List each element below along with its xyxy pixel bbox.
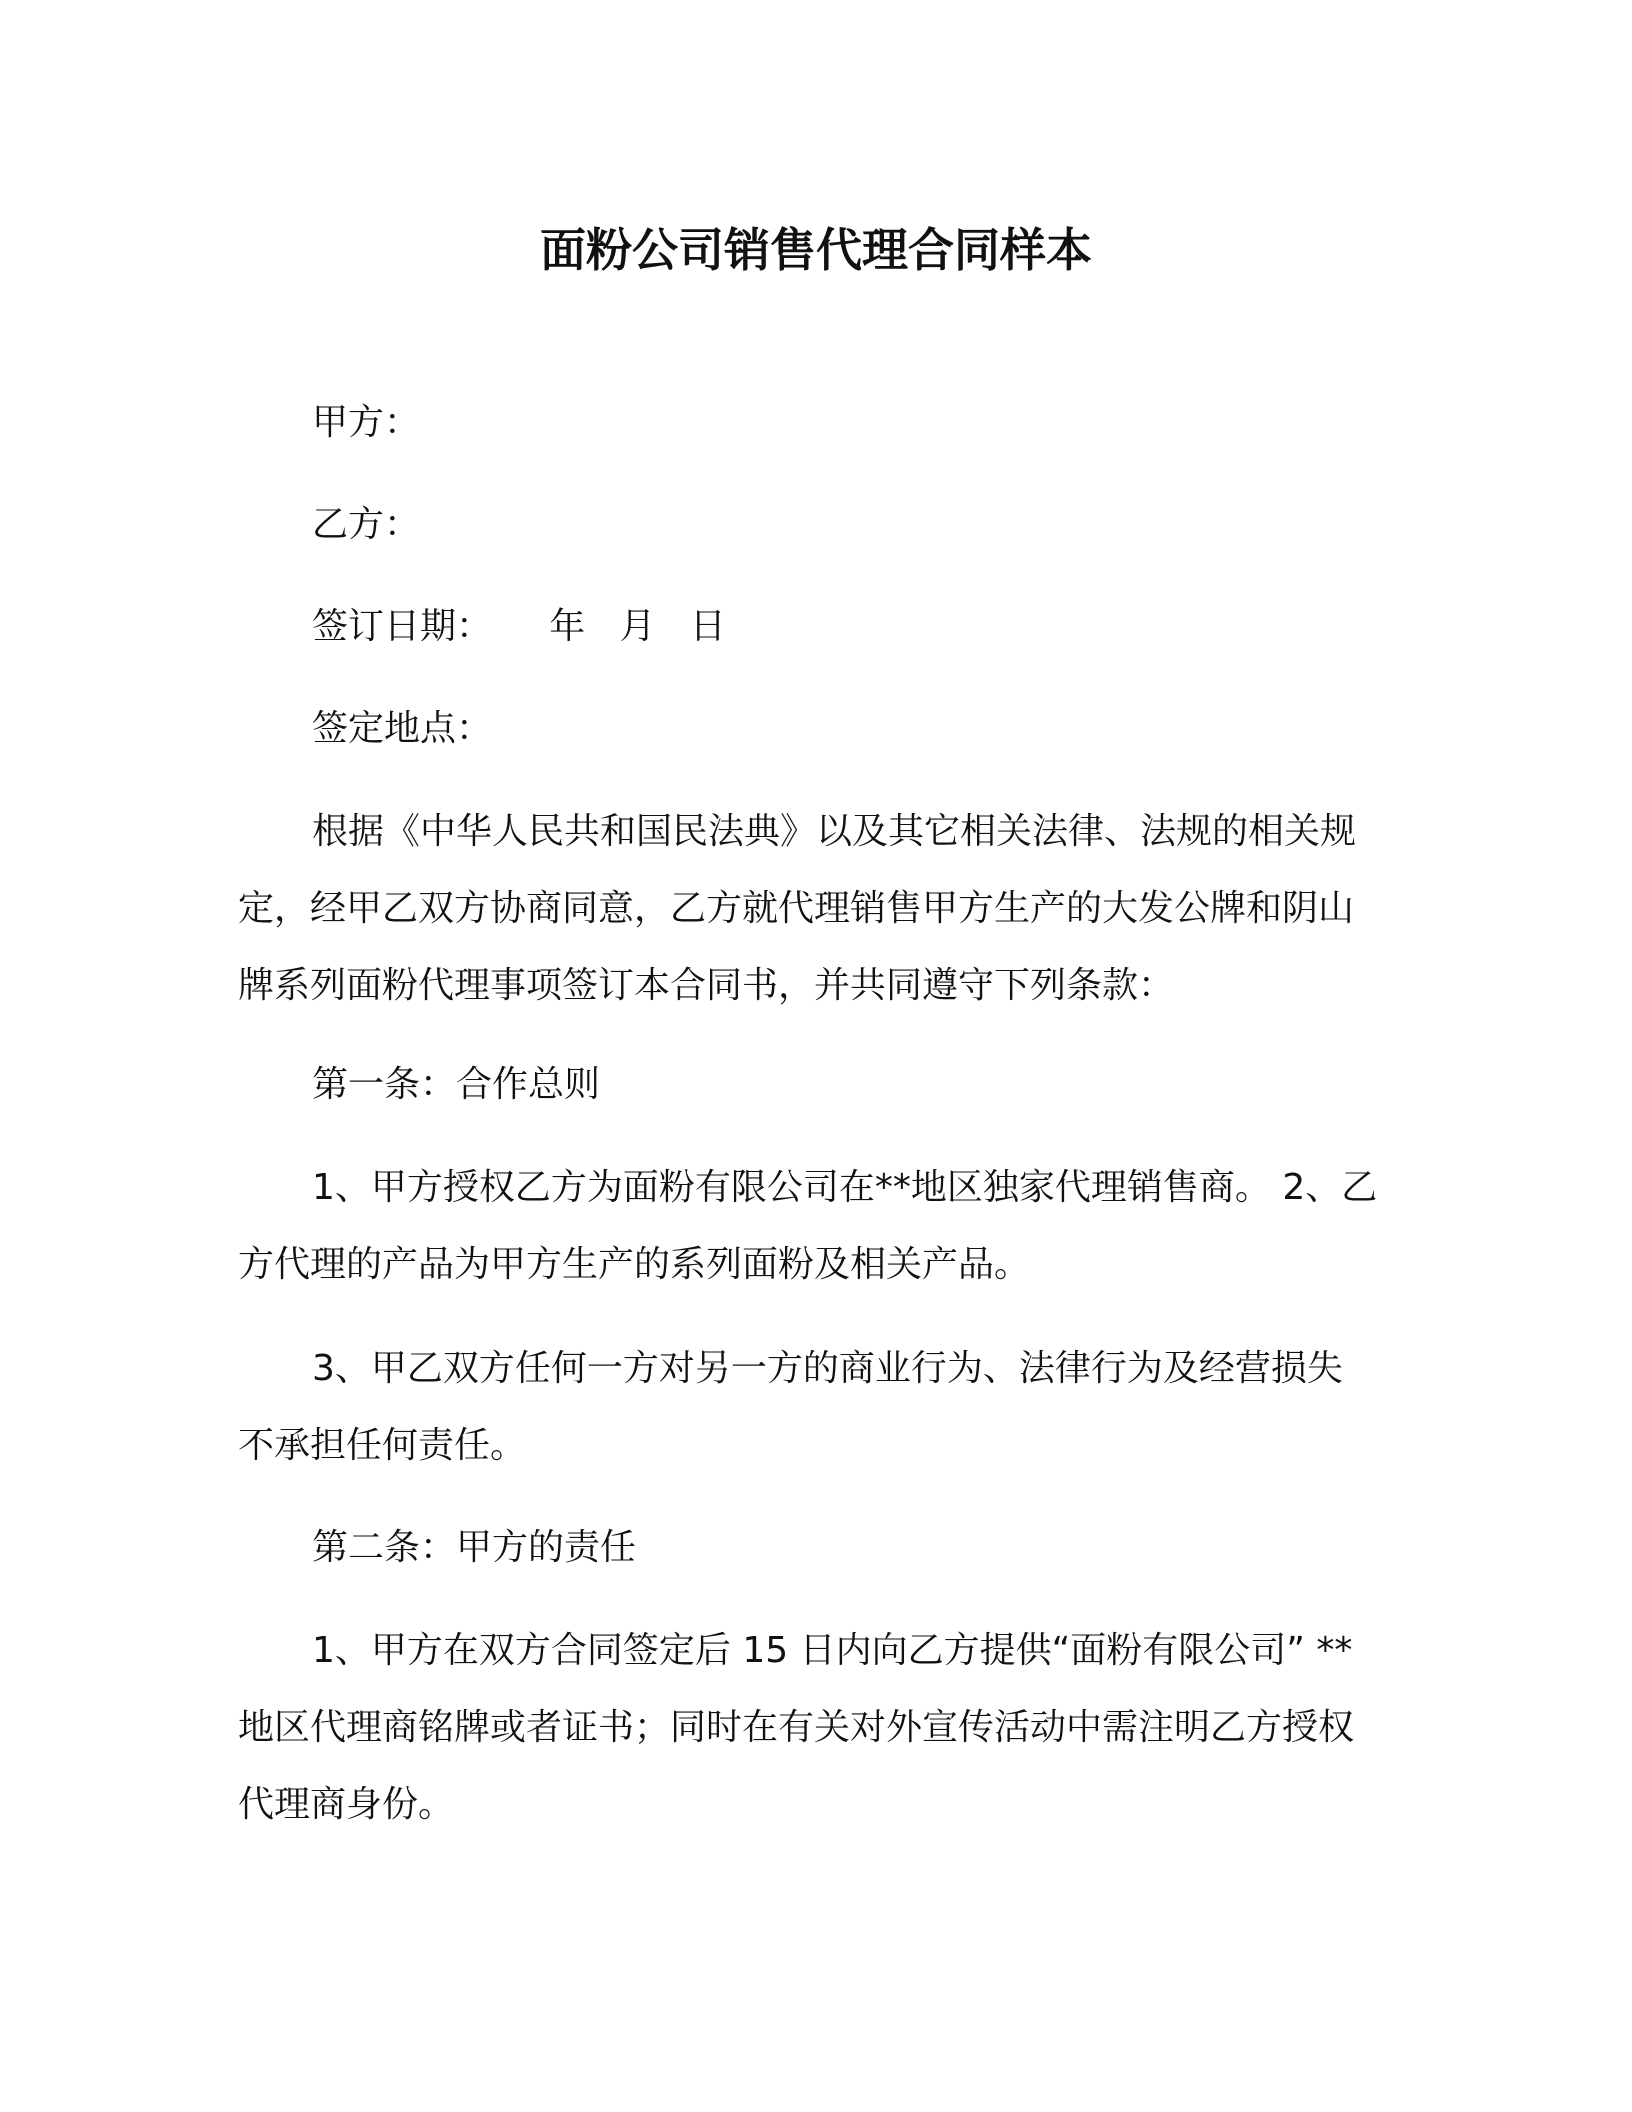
sign-place-label: 签定地点：	[312, 708, 493, 749]
document-title: 面粉公司销售代理合同样本	[540, 223, 1092, 277]
sign-date-label: 签订日期： 年 月 日	[312, 606, 726, 647]
article1-clause1-2: 1、甲方授权乙方为面粉有限公司在**地区独家代理销售商。 2、乙方代理的产品为甲方生产的系列面粉及相关产品。	[238, 1167, 1378, 1285]
preamble-paragraph: 根据《中华人民共和国民法典》以及其它相关法律、法规的相关规定，经甲乙双方协商同意，乙方就代理销售甲方生产的大发公牌和阴山牌系列面粉代理事项签订本合同书，并共同遵守下列条款：	[238, 811, 1357, 1006]
article2-heading: 第二条：甲方的责任	[312, 1527, 637, 1568]
article1-clause3: 3、甲乙双方任何一方对另一方的商业行为、法律行为及经营损失不承担任何责任。	[238, 1348, 1343, 1466]
party-a-label: 甲方：	[312, 402, 421, 443]
party-b-label: 乙方：	[312, 504, 421, 545]
article1-heading: 第一条：合作总则	[312, 1064, 601, 1105]
article2-clause1: 1、甲方在双方合同签定后 15 日内向乙方提供“面粉有限公司” **地区代理商铭牌或者证书；同时在有关对外宣传活动中需注明乙方授权代理商身份。	[238, 1630, 1355, 1825]
